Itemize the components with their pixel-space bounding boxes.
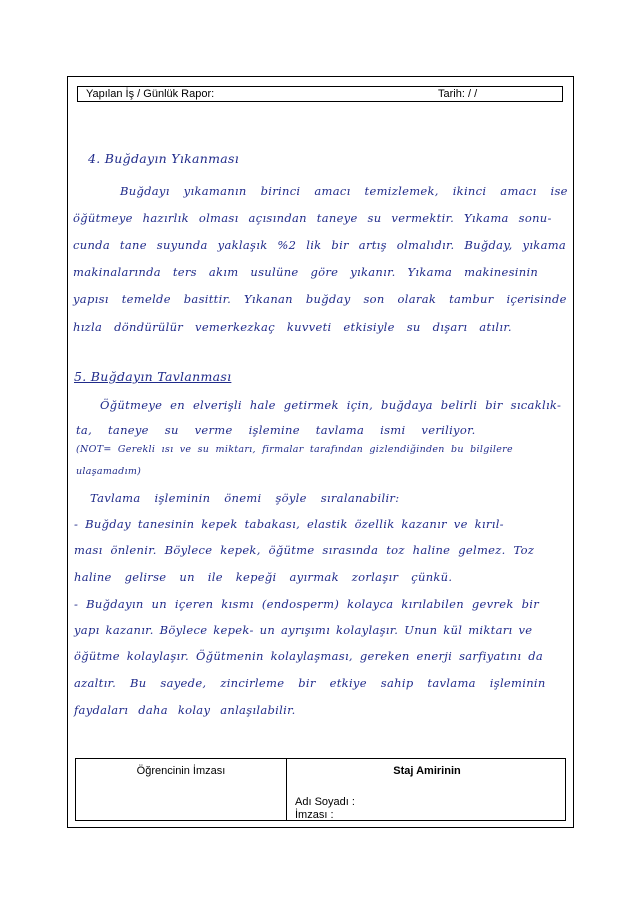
p2-line-5: ması önlenir. Böylece kepek, öğütme sırasında toz haline gelmez. Toz: [74, 543, 535, 557]
supervisor-name-field: Adı Soyadı :: [295, 796, 355, 808]
signature-table: [75, 758, 566, 821]
p1-line-2: öğütmeye hazırlık olması açısından taneye su vermektir. Yıkama sonu-: [73, 211, 552, 225]
p2-note-2: ulaşamadım): [76, 466, 142, 477]
student-signature-label: Öğrencinin İmzası: [136, 765, 226, 777]
p1-line-5: yapısı temelde basittir. Yıkanan buğday son olarak tambur içerisinde: [73, 292, 567, 306]
heading-washing: 4. Buğdayın Yıkanması: [88, 151, 240, 166]
p2-line-4: - Buğday tanesinin kepek tabakası, elastik özellik kazanır ve kırıl-: [74, 517, 504, 531]
p2-line-7: - Buğdayın un içeren kısmı (endosperm) kolayca kırılabilen gevrek bir: [74, 597, 539, 611]
p2-line-6: haline gelirse un ile kepeği ayırmak zorlaşır çünkü.: [74, 570, 453, 584]
p2-line-10: azaltır. Bu sayede, zincirleme bir etkiye sahip tavlama işleminin: [74, 676, 546, 690]
p1-line-3: cunda tane suyunda yaklaşık %2 lik bir artış olmalıdır. Buğday, yıkama: [73, 238, 567, 252]
supervisor-label: Staj Amirinin: [393, 765, 461, 777]
p1-line-6: hızla döndürülür vemerkezkaç kuvveti etkisiyle su dışarı atılır.: [73, 320, 512, 334]
p2-line-8: yapı kazanır. Böylece kepek- un ayrışımı kolaylaşır. Unun kül miktarı ve: [74, 623, 533, 637]
p1-line-1: Buğdayı yıkamanın birinci amacı temizlemek, ikinci amacı ise: [120, 184, 568, 198]
report-title: Yapılan İş / Günlük Rapor:: [86, 88, 215, 100]
report-frame: [67, 76, 574, 828]
heading-tempering: 5. Buğdayın Tavlanması: [74, 369, 232, 384]
handwritten-content: [68, 77, 575, 757]
p2-line-1: Öğütmeye en elverişli hale getirmek için, buğdaya belirli bir sıcaklık-: [100, 398, 562, 412]
date-label: Tarih: / /: [438, 88, 478, 100]
p1-line-4: makinalarında ters akım usulüne göre yıkanır. Yıkama makinesinin: [73, 265, 539, 279]
p2-line-2: ta, taneye su verme işlemine tavlama ismi veriliyor.: [76, 423, 476, 437]
p2-line-11: faydaları daha kolay anlaşılabilir.: [74, 703, 296, 717]
p2-line-9: öğütme kolaylaşır. Öğütmenin kolaylaşması, gereken enerji sarfiyatını da: [74, 649, 544, 663]
p2-line-3: Tavlama işleminin önemi şöyle sıralanabilir:: [90, 491, 400, 505]
supervisor-signature-field: İmzası :: [295, 809, 334, 821]
p2-note-1: (NOT= Gerekli ısı ve su miktarı, firmalar tarafından gizlendiğinden bu bilgilere: [76, 444, 513, 455]
